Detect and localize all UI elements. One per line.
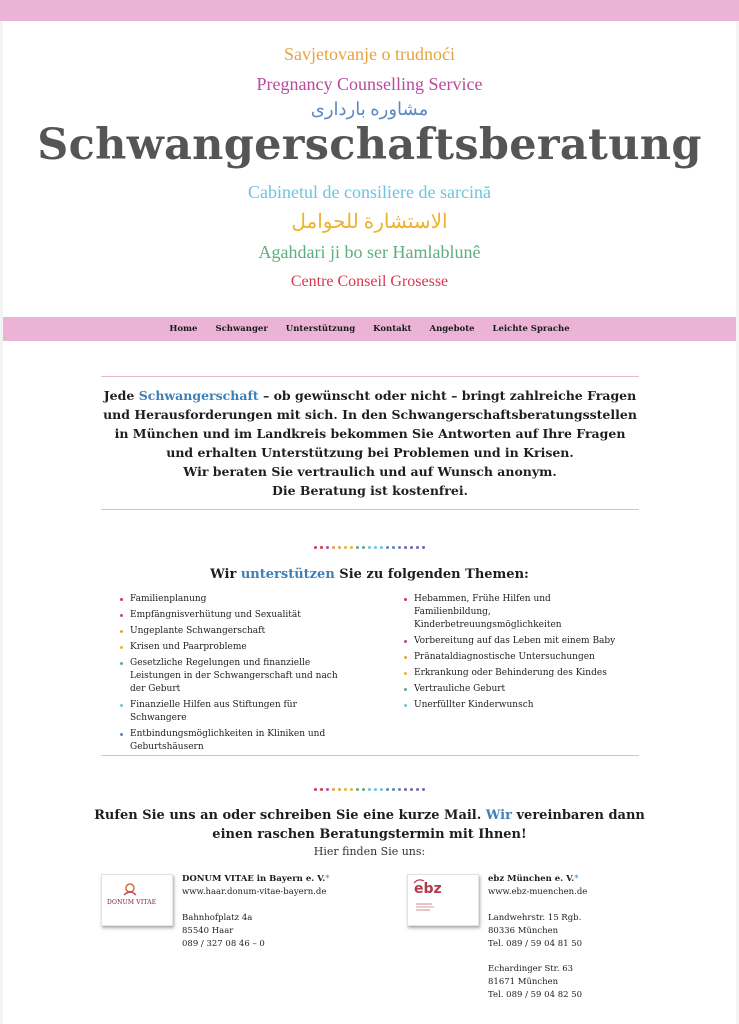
- topic-item: [404, 635, 629, 648]
- title-arabic: الاستشارة للحوامل: [291, 211, 448, 233]
- topic-text: Krisen und Paarprobleme: [130, 642, 247, 652]
- nav-schwanger[interactable]: Schwanger: [215, 324, 268, 334]
- phone: Tel. 089 / 59 04 82 50: [488, 990, 583, 1000]
- topic-item: [404, 667, 629, 680]
- title-english: Pregnancy Counselling Service: [256, 74, 483, 94]
- bullet-icon: [404, 656, 407, 659]
- intro-line3: Die Beratung ist kostenfrei.: [272, 483, 468, 498]
- bullet-icon: [120, 733, 123, 736]
- topic-text: Erkrankung oder Behinderung des Kindes: [414, 668, 607, 678]
- city: 80336 München: [488, 926, 559, 936]
- title-french: Centre Conseil Grosesse: [290, 273, 449, 290]
- topic-text: Ungeplante Schwangerschaft: [130, 626, 266, 636]
- bullet-icon: [404, 704, 407, 707]
- dot: [422, 546, 425, 549]
- bullet-icon: [404, 598, 407, 601]
- title-kurdish: Agahdari ji bo ser Hamlablunê: [258, 242, 481, 262]
- topic-text: Familienplanung: [130, 594, 207, 604]
- topic-text: Entbindungsmöglichkeiten in Kliniken und Geburtshäusern: [130, 729, 326, 752]
- bullet-icon: [404, 688, 407, 691]
- city: 81671 München: [488, 977, 559, 987]
- dot: [314, 546, 317, 549]
- page-title: Schwangerschaftsberatung: [37, 120, 702, 170]
- topics-heading: [0, 567, 739, 582]
- street: Bahnhofplatz 4a: [182, 913, 253, 923]
- org-name: ebz München e. V.: [488, 874, 575, 884]
- link-schwangerschaft[interactable]: Schwangerschaft: [138, 388, 259, 403]
- footnote-star: *: [574, 874, 579, 884]
- topic-item: [404, 683, 629, 696]
- topic-item: [120, 625, 350, 638]
- intro-line2: Wir beraten Sie vertraulich und auf Wunsch anonym.: [183, 464, 557, 479]
- dot: [362, 546, 365, 549]
- donum-vitae-address: [182, 873, 329, 951]
- dot: [380, 546, 383, 549]
- ebz-url[interactable]: www.ebz-muenchen.de: [488, 887, 588, 897]
- divider: [101, 376, 639, 377]
- contact-heading: [0, 806, 739, 844]
- top-color-bar: [0, 0, 739, 21]
- footnote-star: *: [325, 874, 330, 884]
- dot: [356, 788, 359, 791]
- topics-list-right: [404, 593, 629, 715]
- dot: [320, 546, 323, 549]
- bullet-icon: [120, 646, 123, 649]
- dot: [320, 788, 323, 791]
- nav-kontakt[interactable]: Kontakt: [373, 324, 412, 334]
- dot: [416, 788, 419, 791]
- topic-text: Vertrauliche Geburt: [414, 684, 506, 694]
- intro-post: – ob gewünscht oder nicht – bringt zahlreiche Fragen und Herausforderungen mit sich. In den Schwangerschaftsberatungsstellen in München und im Landkreis bekommen Sie Antworten auf Ihre Fragen und erhalten Unterstützung bei Problemen und in Krisen.: [103, 388, 637, 460]
- intro-text: [101, 386, 639, 500]
- topic-item: [120, 657, 350, 696]
- nav-leichte-sprache[interactable]: Leichte Sprache: [492, 324, 570, 334]
- dot: [398, 788, 401, 791]
- org-name: DONUM VITAE in Bayern e. V.: [182, 874, 326, 884]
- bullet-icon: [120, 598, 123, 601]
- dot: [338, 788, 341, 791]
- dot: [338, 546, 341, 549]
- dot: [368, 546, 371, 549]
- topic-item: [404, 699, 629, 712]
- topic-item: [120, 593, 350, 606]
- dot: [374, 788, 377, 791]
- dot: [380, 788, 383, 791]
- contact-subtitle: Hier finden Sie uns:: [313, 845, 426, 858]
- dot: [410, 546, 413, 549]
- topic-text: Hebammen, Frühe Hilfen und Familienbildung, Kinderbetreuungsmöglichkeiten: [414, 594, 562, 630]
- dot: [326, 546, 329, 549]
- donum-vitae-logo[interactable]: [101, 874, 173, 926]
- phone: Tel. 089 / 59 04 81 50: [488, 939, 583, 949]
- street: Echardinger Str. 63: [488, 964, 574, 974]
- topic-text: Unerfüllter Kinderwunsch: [414, 700, 534, 710]
- dot: [398, 546, 401, 549]
- title-romanian: Cabinetul de consiliere de sarcină: [248, 182, 491, 202]
- topic-item: [120, 641, 350, 654]
- dot: [326, 788, 329, 791]
- topic-text: Vorbereitung auf das Leben mit einem Baby: [414, 636, 616, 646]
- topic-item: [120, 699, 350, 725]
- topic-item: [404, 651, 629, 664]
- street: Landwehrstr. 15 Rgb.: [488, 913, 582, 923]
- dot: [344, 788, 347, 791]
- title-bosnian: Savjetovanje o trudnoći: [284, 44, 455, 64]
- ebz-logo-text: ebz: [414, 881, 442, 897]
- intro-pre: Jede: [103, 388, 139, 403]
- dot: [404, 546, 407, 549]
- topic-text: Empfängnisverhütung und Sexualität: [130, 610, 301, 620]
- contact-line1-pre: Rufen Sie uns an oder schreiben Sie eine kurze Mail.: [94, 808, 486, 823]
- dot: [368, 788, 371, 791]
- dot: [350, 546, 353, 549]
- dotted-divider: [0, 546, 739, 549]
- dot: [362, 788, 365, 791]
- donum-vitae-url[interactable]: www.haar.donum-vitae-bayern.de: [182, 887, 327, 897]
- topic-text: Finanzielle Hilfen aus Stiftungen für Schwangere: [130, 700, 297, 723]
- topic-item: [120, 728, 350, 754]
- bullet-icon: [404, 672, 407, 675]
- bullet-icon: [120, 630, 123, 633]
- city: 85540 Haar: [182, 926, 234, 936]
- topics-list-left: [120, 593, 350, 757]
- dot: [332, 788, 335, 791]
- contact-line2: einen raschen Beratungstermin mit Ihnen!: [212, 827, 527, 842]
- dot: [356, 546, 359, 549]
- phone: 089 / 327 08 46 – 0: [182, 939, 265, 949]
- dot: [344, 546, 347, 549]
- nav-home[interactable]: Home: [169, 324, 198, 334]
- link-wir[interactable]: Wir: [485, 808, 512, 823]
- dot: [332, 546, 335, 549]
- topic-text: Pränataldiagnostische Untersuchungen: [414, 652, 595, 662]
- dot: [422, 788, 425, 791]
- dot: [404, 788, 407, 791]
- bullet-icon: [120, 662, 123, 665]
- title-persian: مشاوره بارداری: [310, 99, 429, 119]
- dotted-divider: [0, 788, 739, 791]
- dot: [386, 788, 389, 791]
- dot: [386, 546, 389, 549]
- topic-item: [120, 609, 350, 622]
- link-unterstuetzen[interactable]: unterstützen: [240, 567, 335, 582]
- dot: [410, 788, 413, 791]
- nav-unterstuetzung[interactable]: Unterstützung: [285, 324, 356, 334]
- divider: [101, 509, 639, 510]
- bullet-icon: [120, 704, 123, 707]
- ebz-logo[interactable]: [407, 874, 479, 926]
- topic-text: Gesetzliche Regelungen und finanzielle Leistungen in der Schwangerschaft und nach der Geburt: [130, 658, 338, 694]
- topics-heading-pre: Wir: [210, 567, 241, 582]
- dot: [392, 546, 395, 549]
- bullet-icon: [120, 614, 123, 617]
- ebz-address: [488, 873, 587, 1002]
- topic-item: [404, 593, 629, 632]
- bullet-icon: [404, 640, 407, 643]
- page-edge-left: [0, 21, 3, 1024]
- divider: [101, 755, 639, 756]
- dot: [350, 788, 353, 791]
- contact-line1-post: vereinbaren dann: [511, 808, 645, 823]
- nav-angebote[interactable]: Angebote: [429, 324, 475, 334]
- dot: [374, 546, 377, 549]
- main-nav: [3, 317, 736, 341]
- dot: [416, 546, 419, 549]
- dot: [314, 788, 317, 791]
- donum-vitae-logo-text: DONUM VITAE: [107, 899, 157, 906]
- topics-heading-post: Sie zu folgenden Themen:: [334, 567, 529, 582]
- dot: [392, 788, 395, 791]
